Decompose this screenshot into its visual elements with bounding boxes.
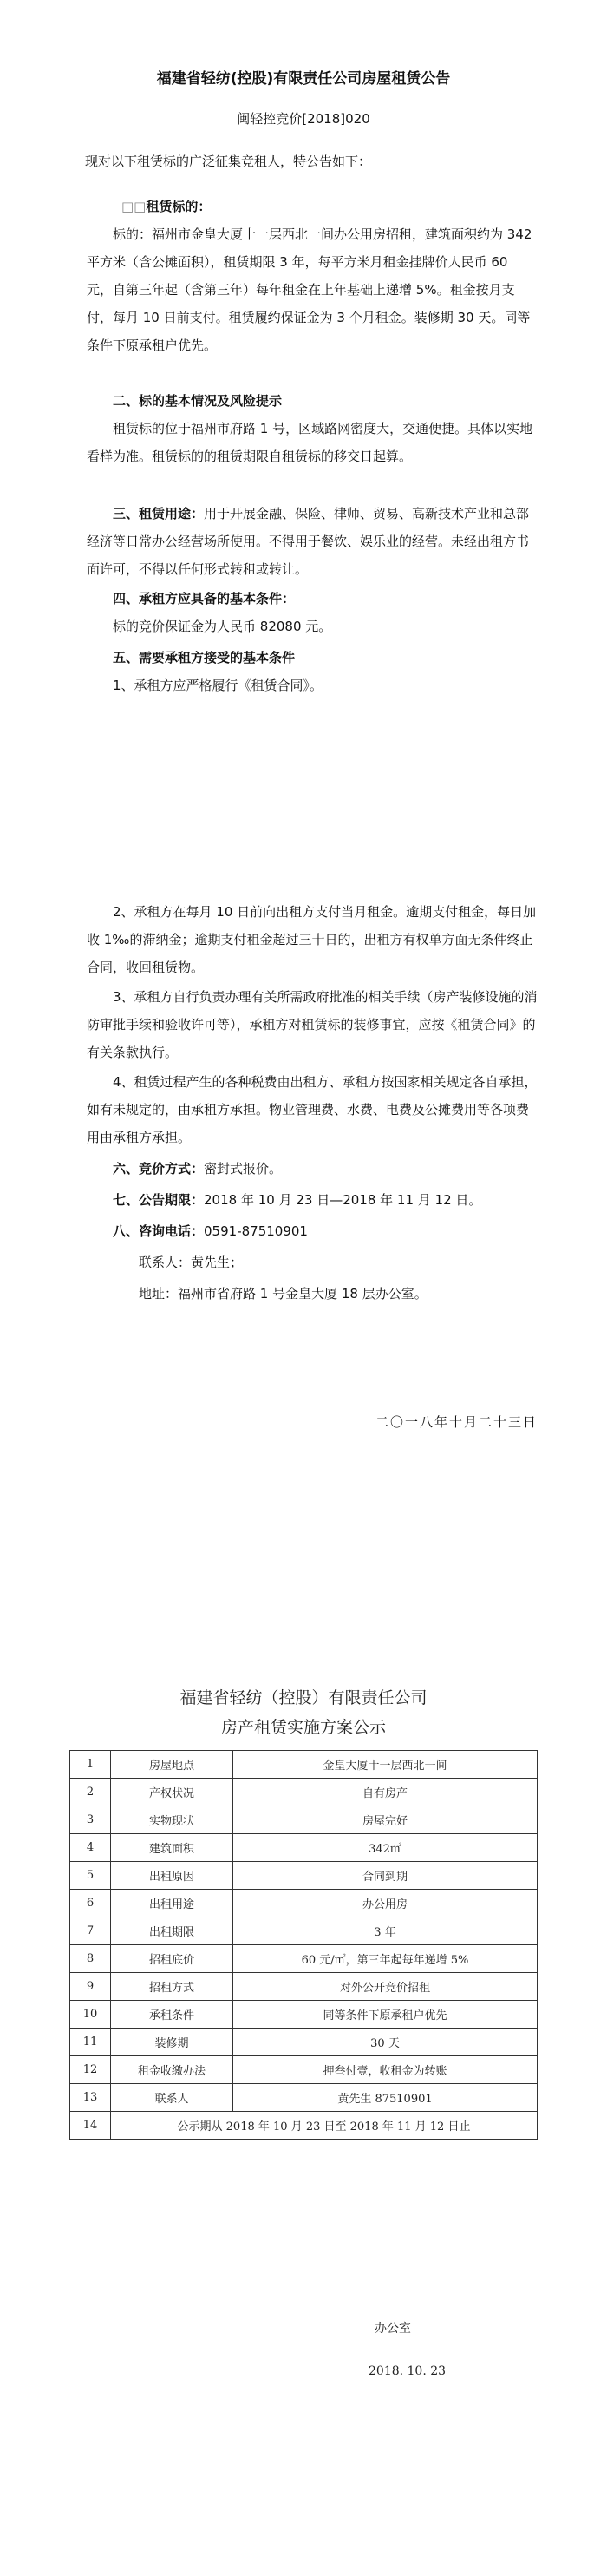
row-key: 招租底价 [111, 1945, 233, 1973]
condition-2: 2、承租方在每月 10 日前向出租方支付当月租金。逾期支付租金，每日加收 1‰的滞纳金；逾期支付租金超过三十日的，出租方有权单方面无条件终止合同，收回租赁物。 [87, 904, 537, 975]
section7-body: 2018 年 10 月 23 日—2018 年 11 月 12 日。 [204, 1192, 482, 1208]
section8-body: 0591-87510901 [204, 1223, 308, 1239]
row-key: 产权状况 [111, 1779, 233, 1806]
section-object-body: 标的：福州市金皇大厦十一层西北一间办公用房招租，建筑面积约为 342 平方米（含公摊面积），租赁期限 3 年，每平方米月租金挂牌价人民币 60 元，自第三年起（含第三年）每年租金在上年基础上递增 5%。租金按月支付，每月 10 日前支付。租赁履约保证金为 3 个月租金。装修期 30 天。同等条件下原承租户优先。 [87, 226, 532, 353]
row-key: 招租方式 [111, 1973, 233, 2001]
section4-body: 标的竞价保证金为人民币 82080 元。 [113, 619, 332, 634]
row-key: 建筑面积 [111, 1834, 233, 1862]
table-row [70, 2112, 538, 2140]
condition-1: 1、承租方应严格履行《租赁合同》。 [113, 678, 323, 693]
row-number: 2 [70, 1779, 111, 1806]
row-key: 承租条件 [111, 2001, 233, 2029]
section3-heading: 三、租赁用途： [113, 506, 205, 521]
row-value: 60 元/㎡，第三年起每年递增 5% [233, 1945, 538, 1973]
condition-3: 3、承租方自行负责办理有关所需政府批准的相关手续（房产装修设施的消防审批手续和验收许可等），承租方对租赁标的装修事宜，应按《租赁合同》的有关条款执行。 [87, 989, 538, 1060]
row-number: 7 [70, 1917, 111, 1945]
notice-title: 福建省轻纺(控股)有限责任公司房屋租赁公告 [156, 70, 451, 88]
table-row [70, 1806, 538, 1834]
table-row [70, 1945, 538, 1973]
table-row [70, 1862, 538, 1890]
row-key: 出租用途 [111, 1890, 233, 1917]
row-value: 342㎡ [233, 1834, 538, 1862]
row-number: 4 [70, 1834, 111, 1862]
intro-text: 现对以下租赁标的广泛征集竞租人，特公告如下： [85, 154, 372, 169]
plan-title-line1: 福建省轻纺（控股）有限责任公司 [179, 1688, 428, 1708]
plan-title-line2: 房产租赁实施方案公示 [220, 1718, 386, 1737]
row-key: 出租期限 [111, 1917, 233, 1945]
table-row [70, 1779, 538, 1806]
row-value: 3 年 [233, 1917, 538, 1945]
row-key: 联系人 [111, 2084, 233, 2112]
notice-date: 二〇一八年十月二十三日 [375, 1414, 538, 1430]
table-row [70, 2084, 538, 2112]
table-row [70, 1917, 538, 1945]
row-number: 3 [70, 1806, 111, 1834]
signature-date: 2018. 10. 23 [369, 2364, 447, 2378]
contact-address: 地址：福州市省府路 1 号金皇大厦 18 层办公室。 [139, 1286, 428, 1301]
row-number: 11 [70, 2029, 111, 2056]
row-value: 同等条件下原承租户优先 [233, 2001, 538, 2029]
section8 [87, 1217, 538, 1245]
table-row [70, 2029, 538, 2056]
condition-4: 4、租赁过程产生的各种税费由出租方、承租方按国家相关规定各自承担，如有未规定的，由承租方承担。物业管理费、水费、电费及公摊费用等各项费用由承租方承担。 [87, 1074, 538, 1145]
row-value: 公示期从 2018 年 10 月 23 日至 2018 年 11 月 12 日止 [111, 2112, 538, 2140]
row-value: 对外公开竞价招租 [233, 1973, 538, 2001]
section7-heading: 七、公告期限： [113, 1192, 205, 1208]
section7 [87, 1186, 538, 1214]
row-key: 租金收缴办法 [111, 2056, 233, 2084]
table-row [70, 2001, 538, 2029]
section6 [87, 1155, 538, 1183]
section8-heading: 八、咨询电话： [113, 1223, 205, 1239]
row-number: 5 [70, 1862, 111, 1890]
document-number: 闽轻控竞价[2018]020 [237, 111, 370, 127]
row-number: 8 [70, 1945, 111, 1973]
row-number: 14 [70, 2112, 111, 2140]
table-row [70, 1973, 538, 2001]
section2-body: 租赁标的位于福州市府路 1 号，区域路网密度大，交通便捷。具体以实地看样为准。租赁标的的租赁期限自租赁标的移交日起算。 [87, 421, 533, 464]
section4-heading: 四、承租方应具备的基本条件： [113, 591, 296, 606]
section2-heading: 二、标的基本情况及风险提示 [113, 393, 283, 409]
row-value: 黄先生 87510901 [233, 2084, 538, 2112]
row-value: 金皇大厦十一层西北一间 [233, 1751, 538, 1779]
row-number: 1 [70, 1751, 111, 1779]
row-number: 6 [70, 1890, 111, 1917]
row-value: 30 天 [233, 2029, 538, 2056]
table-row [70, 1834, 538, 1862]
row-value: 押叁付壹，收租金为转账 [233, 2056, 538, 2084]
row-value: 办公用房 [233, 1890, 538, 1917]
section3-body: 用于开展金融、保险、律师、贸易、高新技术产业和总部经济等日常办公经营场所使用。不得用于餐饮、娱乐业的经营。未经出租方书面许可，不得以任何形式转租或转让。 [87, 506, 530, 577]
section6-body: 密封式报价。 [204, 1161, 283, 1177]
section5-heading: 五、需要承租方接受的基本条件 [113, 650, 296, 665]
section-object-heading: □□租赁标的： [121, 199, 212, 214]
table-row [70, 1751, 538, 1779]
row-number: 10 [70, 2001, 111, 2029]
rental-plan-table [69, 1750, 538, 2140]
section3 [87, 500, 538, 583]
row-number: 9 [70, 1973, 111, 2001]
signature-office: 办公室 [375, 2322, 411, 2336]
row-key: 装修期 [111, 2029, 233, 2056]
row-value: 自有房产 [233, 1779, 538, 1806]
row-value: 房屋完好 [233, 1806, 538, 1834]
table-row [70, 2056, 538, 2084]
row-number: 13 [70, 2084, 111, 2112]
row-key: 出租原因 [111, 1862, 233, 1890]
row-number: 12 [70, 2056, 111, 2084]
row-key: 房屋地点 [111, 1751, 233, 1779]
placeholder-box-icon: □□ [121, 199, 147, 214]
contact-person: 联系人：黄先生； [139, 1255, 244, 1270]
row-value: 合同到期 [233, 1862, 538, 1890]
section6-heading: 六、竞价方式： [113, 1161, 205, 1177]
row-key: 实物现状 [111, 1806, 233, 1834]
table-row [70, 1890, 538, 1917]
